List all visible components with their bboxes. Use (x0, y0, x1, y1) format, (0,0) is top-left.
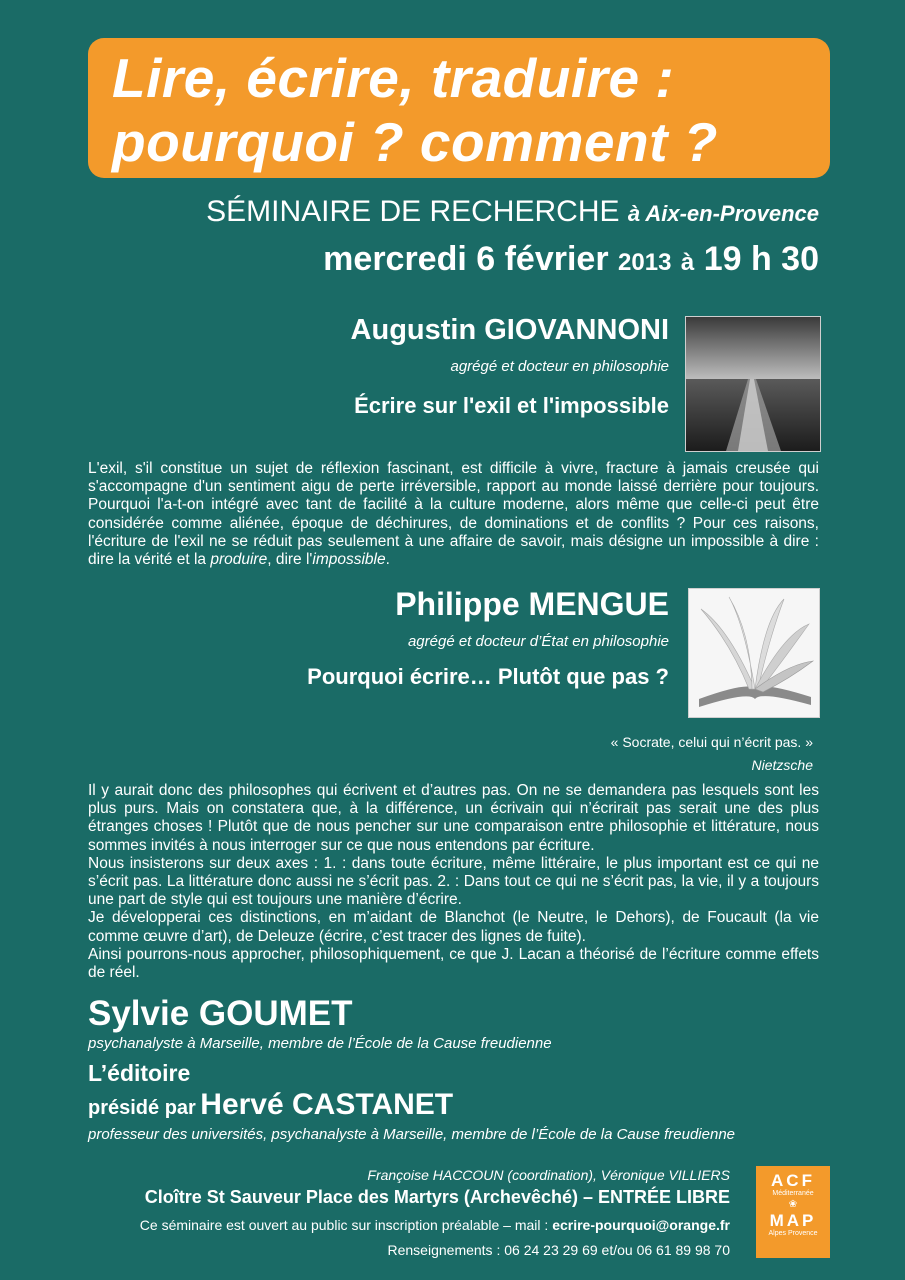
seminar-place: à Aix-en-Provence (627, 201, 819, 226)
title-line-2: pourquoi ? comment ? (112, 111, 718, 173)
logo-acf-sub: Méditerranée (772, 1190, 814, 1197)
email-link[interactable]: ecrire-pourquoi@orange.fr (552, 1217, 730, 1233)
sea-wake-photo (685, 316, 821, 452)
speaker3-talk-title: L’éditoire (88, 1060, 191, 1086)
abstract-text: L'exil, s'il constitue un sujet de réflexion fascinant, est difficile à vivre, fracture à jamais creusée qui s'accompagne d'un sentiment aigu de perte irréversible, rapport au monde laissé derrière pour toujours. Pourquoi l'a-t-on intégré avec tant de facilité à la culture moderne, alors même que celle-ci peut être considérée comme aliénée, époque de déchirures, de dominations et de conflits ? Pour ces raisons, l'écriture de l'exil ne se réduit pas seulement à une affaire de savoir, mais désigne un impossible à dire : dire la vérité et la (88, 460, 819, 569)
abstract-text: . (385, 551, 390, 569)
coordination: Françoise HACCOUN (coordination), Véronique VILLIERS (367, 1167, 730, 1183)
registration-text: Ce séminaire est ouvert au public sur inscription préalable – mail : (139, 1217, 553, 1233)
chair-prefix: présidé par (88, 1097, 196, 1119)
speaker1-name: Augustin GIOVANNONI (350, 314, 669, 346)
abstract-paragraph: Il y aurait donc des philosophes qui écrivent et d’autres pas. On ne se demandera pas lesquels sont les plus purs. Mais on constatera que, à la différence, un écrivain qui n’écrirait pas serait une des plus étranges choses ! Plutôt que de nous pencher sur une comparaison entre philosophie et littérature, nous sommes invités à nous interroger sur ce que nous entendons par écriture. (88, 782, 819, 854)
date-time: 19 h 30 (703, 240, 819, 278)
speaker2-talk-title: Pourquoi écrire… Plutôt que pas ? (307, 664, 669, 689)
nietzsche-quote: « Socrate, celui qui n’écrit pas. » (610, 734, 813, 750)
abstract-paragraph: Je développerai ces distinctions, en m’aidant de Blanchot (le Neutre, le Dehors), de Foucault (la vie comme œuvre d’art), de Deleuze (écrire, c’est tracer des lignes de fuite). (88, 909, 819, 945)
speaker1-talk-title: Écrire sur l'exil et l'impossible (354, 393, 669, 418)
logo-emblem-icon: ❀ (788, 1199, 798, 1210)
abstract-text: , dire l' (267, 551, 313, 569)
acf-map-logo (756, 1166, 830, 1258)
speaker2-abstract (88, 782, 819, 982)
chair-name: Hervé CASTANET (200, 1088, 454, 1121)
event-date (323, 240, 819, 279)
seminar-label: SÉMINAIRE DE RECHERCHE (206, 195, 620, 228)
open-book-photo (688, 588, 820, 718)
logo-map-sub: Alpes Provence (768, 1230, 818, 1237)
chair-role: professeur des universités, psychanalyste à Marseille, membre de l’École de la Cause freudienne (88, 1126, 735, 1143)
title-banner (88, 38, 830, 178)
speaker2-role: agrégé et docteur d’État en philosophie (407, 633, 669, 650)
speaker3-name: Sylvie GOUMET (88, 994, 353, 1033)
date-day: mercredi 6 février (323, 240, 609, 278)
contact-info: Renseignements : 06 24 23 29 69 et/ou 06 61 89 98 70 (387, 1242, 730, 1258)
speaker1-abstract (88, 460, 819, 569)
open-book-image (689, 589, 819, 717)
chair-line (88, 1088, 453, 1122)
abstract-paragraph: Nous insisterons sur deux axes : 1. : dans toute écriture, même littéraire, le plus important est ce qui ne s’écrit pas. La littérature donc aussi ne s’écrit pas. 2. : Dans tout ce qui ne s’écrit pas, la vie, il y a toujours une part de style qui est toujours une manière d’écrire. (88, 854, 819, 909)
speaker3-role: psychanalyste à Marseille, membre de l’École de la Cause freudienne (88, 1035, 552, 1052)
registration-line (140, 1217, 730, 1233)
logo-acf: ACF (771, 1171, 815, 1190)
quote-author: Nietzsche (751, 757, 813, 773)
date-year: 2013 (618, 249, 672, 276)
abstract-emphasis: impossible (312, 551, 386, 569)
date-at: à (680, 249, 695, 276)
speaker1-role: agrégé et docteur en philosophie (450, 358, 669, 375)
speaker2-name: Philippe MENGUE (395, 586, 669, 622)
abstract-emphasis: produire (210, 551, 268, 569)
abstract-paragraph: Ainsi pourrons-nous approcher, philosophiquement, ce que J. Lacan a théorisé de l’écriture comme effets de réel. (88, 945, 819, 982)
title-line-1: Lire, écrire, traduire : (112, 47, 675, 109)
sea-wake-image (686, 317, 820, 451)
logo-map: MAP (769, 1211, 817, 1230)
venue: Cloître St Sauveur Place des Martyrs (Archevêché) – ENTRÉE LIBRE (144, 1187, 730, 1207)
seminar-heading (206, 195, 819, 229)
